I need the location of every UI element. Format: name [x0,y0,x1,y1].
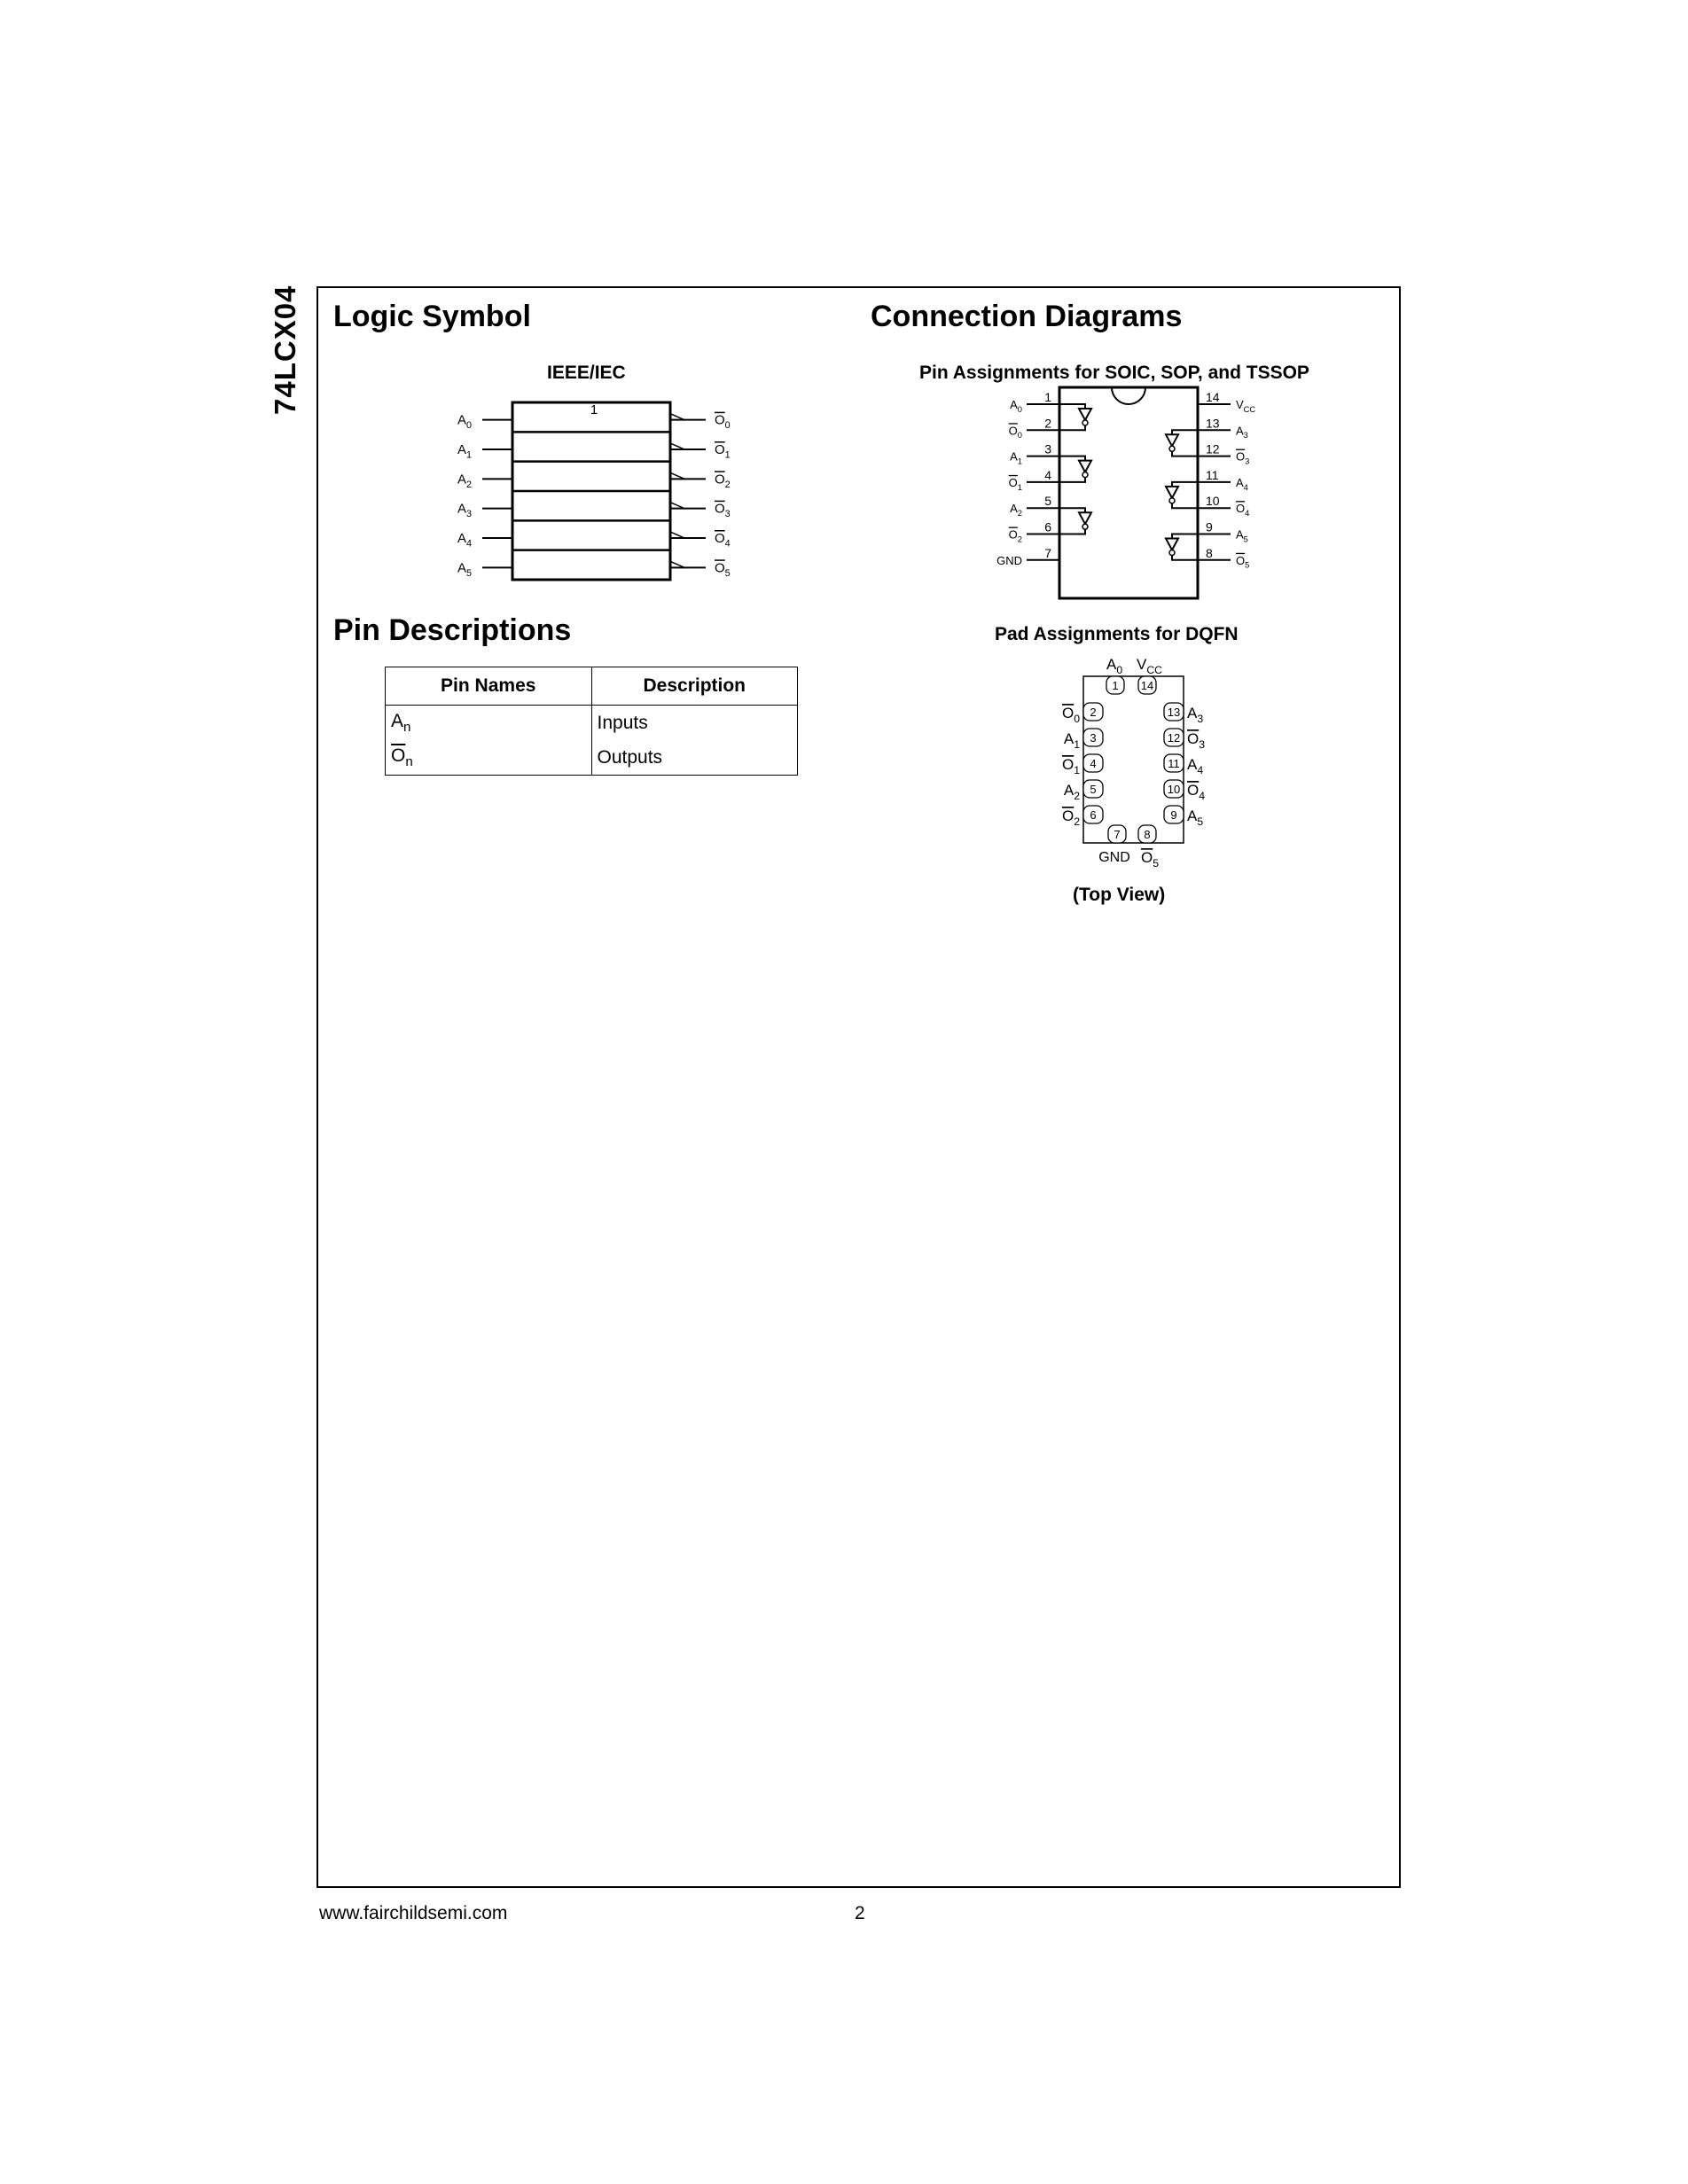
pin-number: 9 [1206,519,1213,534]
pin-description-cell: Inputs [591,706,798,741]
pin-name: $\overline{O}$ [391,745,406,766]
pin-name-cell [386,706,592,741]
pad-number: 9 [1170,808,1177,822]
negation-indicator [670,503,684,509]
pin-name-subscript: n [405,754,413,770]
pad-label: $O_4$ [1187,782,1206,803]
dqfn-pad-assignments-title: Pad Assignments for DQFN [995,624,1239,644]
pad-label: $V_{CC}$ [1137,656,1163,677]
pad-label: $A_4$ [1187,756,1204,777]
pad-number: 8 [1144,828,1151,841]
input-label: $A_0$ [457,412,473,432]
pad-label: $A_1$ [1063,730,1080,752]
output-label: $O_3$ [715,501,731,520]
pin-number: 2 [1044,416,1051,431]
pin-description-cell: Outputs [591,740,798,776]
pad-label: $O_2$ [1061,807,1080,829]
pad-label: $A_2$ [1063,782,1080,803]
inverter-gate [1079,461,1091,472]
table-row [386,706,798,741]
pin-number: 5 [1044,494,1051,509]
input-label: $A_4$ [457,531,473,550]
inverter-bubble [1082,472,1088,478]
soic-pin-assignments-title: Pin Assignments for SOIC, SOP, and TSSOP [919,363,1309,383]
pin-number: 8 [1206,545,1213,560]
pin-number: 12 [1206,441,1220,456]
input-label: $A_1$ [457,442,473,461]
inverter-gate [1079,512,1091,524]
pin-number: 7 [1044,545,1051,560]
pad-label: $A_5$ [1187,807,1204,829]
table-row [386,740,798,776]
column-header: Pin Names [386,667,592,706]
page-number: 2 [855,1903,865,1923]
pin-number: 4 [1044,467,1051,482]
pad-number: 11 [1168,757,1180,770]
gate-wire [1059,478,1085,482]
negation-indicator [670,414,684,420]
pin-label: $A_2$ [1010,502,1022,519]
pad-number: 1 [1112,679,1119,692]
pin-label: $O_5$ [1236,553,1250,570]
pad-number: 7 [1114,828,1121,841]
pin-label: $O_3$ [1236,449,1250,466]
pad-label: $A_3$ [1187,705,1204,726]
pin-number: 11 [1206,467,1219,482]
pin-number: 6 [1044,519,1051,534]
gate-wire [1059,529,1085,534]
column-header: Description [591,667,798,706]
inverter-bubble [1082,420,1088,425]
ieee-logic-symbol [443,394,745,589]
output-label: $O_1$ [715,442,731,461]
pin-descriptions-heading: Pin Descriptions [333,613,572,647]
pin-label: $O_2$ [1008,527,1022,544]
footer-url[interactable]: www.fairchildsemi.com [319,1903,508,1923]
pin-descriptions-table [385,667,798,776]
pin-label: $V_{CC}$ [1236,398,1256,414]
pin-name-subscript: n [403,720,411,736]
negation-indicator [670,443,684,449]
connection-diagrams-heading: Connection Diagrams [871,300,1183,333]
gate-wire [1172,451,1198,456]
output-label: $O_4$ [715,531,731,550]
pin-label: GND [996,553,1022,567]
negation-indicator [670,561,684,567]
pin-number: 3 [1044,441,1051,456]
pad-number: 14 [1140,679,1154,692]
logic-block-label: 1 [590,402,598,417]
output-label: $O_5$ [715,560,731,579]
pin-label: $O_0$ [1008,424,1022,441]
pin-name: A [391,710,404,731]
pad-number: 10 [1167,783,1181,796]
pad-label: $O_5$ [1141,849,1160,870]
pad-number: 6 [1090,808,1097,822]
gate-wire [1172,503,1198,508]
gate-wire [1059,425,1085,430]
dqfn-pad-diagram [1037,651,1215,886]
input-label: $A_5$ [457,560,473,579]
pad-number: 3 [1090,731,1097,745]
table-header-row [386,667,798,706]
pin-number: 14 [1206,390,1220,404]
inverter-gate [1079,409,1091,420]
pad-number: 4 [1090,757,1097,770]
pin-label: $O_4$ [1236,502,1250,519]
pin-label: $A_4$ [1236,475,1248,492]
pin-number: 10 [1206,494,1220,509]
pin-label: $A_3$ [1236,424,1248,441]
inverter-bubble [1169,446,1175,451]
negation-indicator [670,532,684,538]
pad-label: $A_0$ [1106,656,1123,677]
pad-label: $O_3$ [1187,730,1206,752]
input-label: $A_2$ [457,472,473,490]
pad-label: $O_0$ [1061,705,1080,726]
ieee-iec-subheading: IEEE/IEC [547,363,626,383]
pin-label: $A_5$ [1236,527,1248,544]
inverter-gate [1166,539,1178,550]
input-label: $A_3$ [457,501,473,520]
output-label: $O_0$ [715,412,731,432]
output-label: $O_2$ [715,472,731,490]
pad-number: 12 [1167,731,1181,745]
inverter-bubble [1169,550,1175,556]
inverter-gate [1166,487,1178,498]
pin-number: 1 [1044,390,1051,404]
logic-symbol-heading: Logic Symbol [333,300,531,333]
inverter-bubble [1082,524,1088,529]
ic-package-body [1059,387,1198,598]
document-part-number: 74LCX04 [269,285,301,415]
pin-name-cell [386,740,592,776]
inverter-gate [1166,434,1178,446]
pad-number: 13 [1167,706,1181,719]
pin-label: $O_1$ [1008,475,1022,492]
inverter-bubble [1169,498,1175,503]
pad-number: 2 [1090,706,1097,719]
pad-number: 5 [1090,783,1097,796]
gate-wire [1172,556,1198,560]
soic-connection-diagram [993,381,1277,603]
pin-label: $A_0$ [1010,398,1022,414]
pin-number: 13 [1206,416,1220,431]
pad-label: GND [1098,850,1130,865]
pin1-notch [1112,387,1145,404]
pin-label: $A_1$ [1010,449,1022,466]
pad-label: $O_1$ [1061,756,1080,777]
top-view-caption: (Top View) [1073,885,1166,905]
negation-indicator [670,472,684,479]
